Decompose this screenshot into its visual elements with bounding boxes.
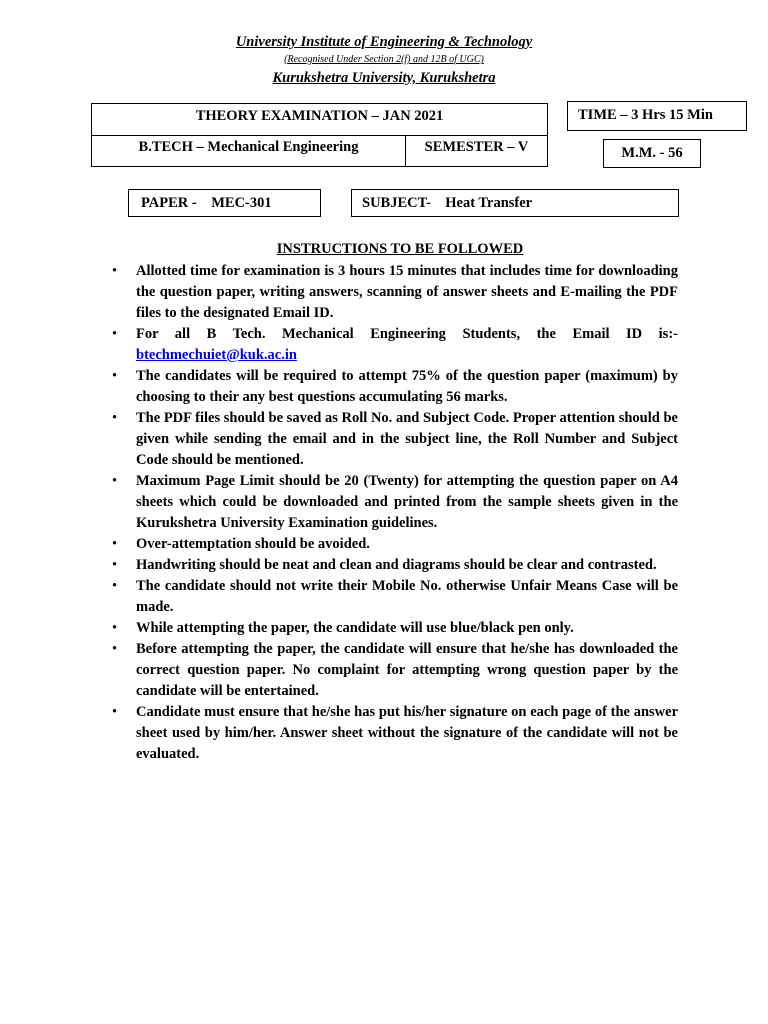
instruction-text: While attempting the paper, the candidate will use blue/black pen only. <box>136 620 574 636</box>
instruction-item <box>112 534 678 555</box>
semester: SEMESTER – V <box>424 139 529 155</box>
instructions-list <box>112 261 678 765</box>
instruction-text: Candidate must ensure that he/she has put his/her signature on each page of the answer sheet used by him/her. Answer sheet without the signature of the candidate will not be evaluated. <box>136 704 678 762</box>
bullet-icon: • <box>112 410 118 426</box>
bullet-icon: • <box>112 326 118 342</box>
instruction-item <box>112 366 678 408</box>
instruction-text: The candidate should not write their Mobile No. otherwise Unfair Means Case will be made. <box>136 578 678 615</box>
institute-name: University Institute of Engineering & Technology <box>235 34 533 50</box>
instruction-text: Handwriting should be neat and clean and diagrams should be clear and contrasted. <box>136 557 657 573</box>
subject-box: SUBJECT- Heat Transfer <box>351 189 679 217</box>
instruction-item <box>112 639 678 702</box>
exam-info-table <box>91 103 548 167</box>
bullet-icon: • <box>112 578 118 594</box>
instruction-item <box>112 618 678 639</box>
bullet-icon: • <box>112 704 118 720</box>
bullet-icon: • <box>112 263 118 279</box>
instruction-text: Allotted time for examination is 3 hours 15 minutes that includes time for downloading the question paper, writing answers, scanning of answer sheets and E-mailing the PDF files to the designated Email ID. <box>136 263 678 321</box>
instruction-text: Before attempting the paper, the candidate will ensure that he/she has downloaded the correct question paper. No complaint for attempting wrong question paper by the candidate will be entertained. <box>136 641 678 699</box>
instruction-text: For all B Tech. Mechanical Engineering Students, the Email ID is:- <box>136 326 678 342</box>
instructions-heading: INSTRUCTIONS TO BE FOLLOWED <box>276 241 524 257</box>
instruction-item <box>112 576 678 618</box>
bullet-icon: • <box>112 641 118 657</box>
program-name: B.TECH – Mechanical Engineering <box>92 135 406 166</box>
email-link[interactable]: btechmechuiet@kuk.ac.in <box>136 347 297 363</box>
instruction-item <box>112 555 678 576</box>
bullet-icon: • <box>112 620 118 636</box>
instruction-item <box>112 408 678 471</box>
instruction-item <box>112 702 678 765</box>
instruction-item <box>112 261 678 324</box>
instruction-text: Over-attemptation should be avoided. <box>136 536 370 552</box>
time-box: TIME – 3 Hrs 15 Min <box>567 101 747 131</box>
university-name: Kurukshetra University, Kurukshetra <box>272 70 496 86</box>
exam-title: THEORY EXAMINATION – JAN 2021 <box>92 104 547 136</box>
bullet-icon: • <box>112 536 118 552</box>
instruction-item <box>112 324 678 366</box>
bullet-icon: • <box>112 557 118 573</box>
bullet-icon: • <box>112 473 118 489</box>
instruction-text: The PDF files should be saved as Roll No. and Subject Code. Proper attention should be given while sending the email and in the subject line, the Roll Number and Subject Code should be mentioned. <box>136 410 678 468</box>
recognition-note: (Recognised Under Section 2(f) and 12B of UGC) <box>284 54 484 65</box>
instruction-text: The candidates will be required to attempt 75% of the question paper (maximum) by choosing to their any best questions accumulating 56 marks. <box>136 368 678 405</box>
max-marks-box: M.M. - 56 <box>603 139 701 168</box>
instruction-text: Maximum Page Limit should be 20 (Twenty) for attempting the question paper on A4 sheets which could be downloaded and printed from the sample sheets given in the Kurukshetra University Examination guidelines. <box>136 473 678 531</box>
bullet-icon: • <box>112 368 118 384</box>
paper-code-box: PAPER - MEC-301 <box>128 189 321 217</box>
instruction-item <box>112 471 678 534</box>
